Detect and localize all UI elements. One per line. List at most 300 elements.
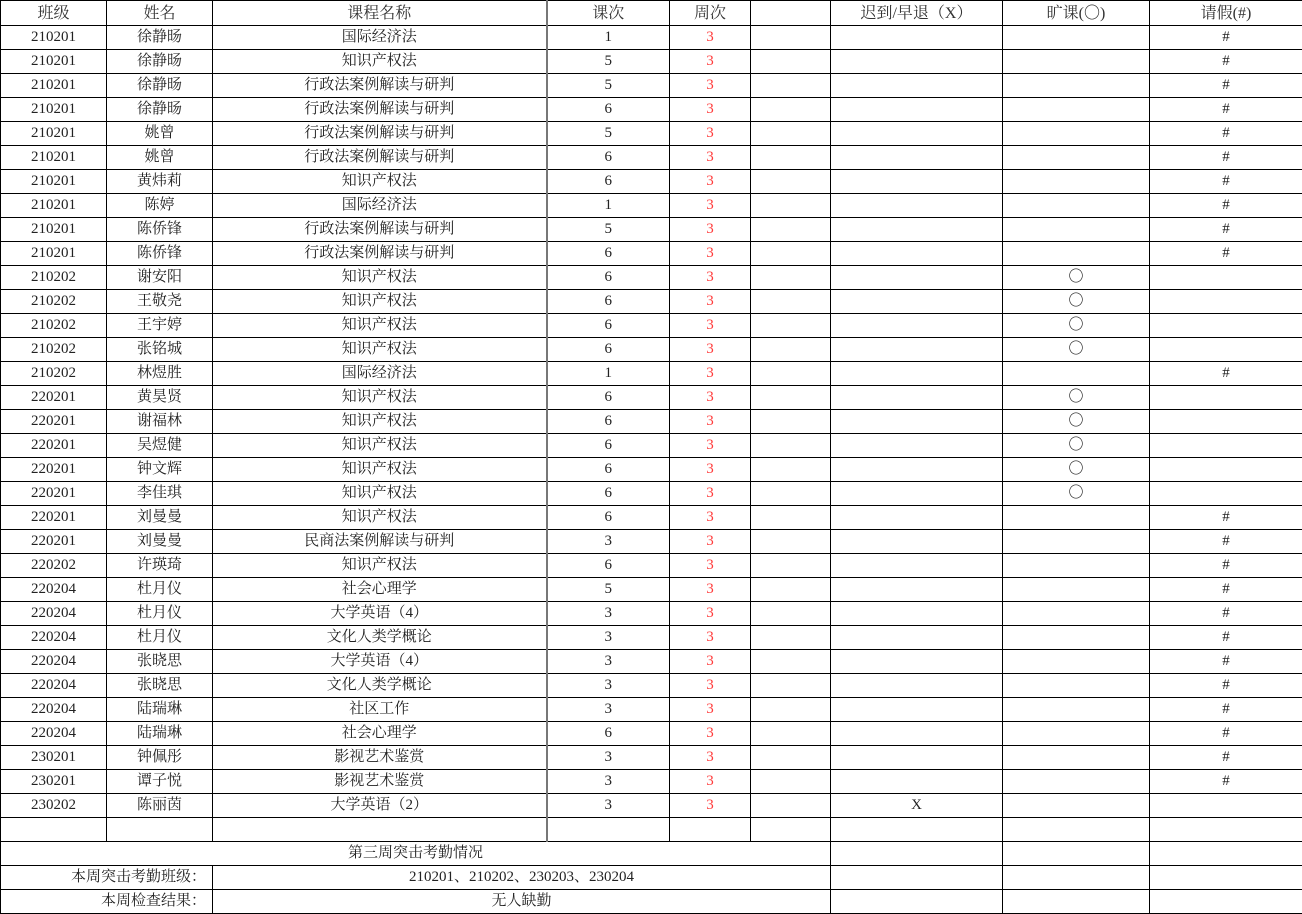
absent-cell[interactable] [1003, 602, 1150, 626]
course-cell[interactable]: 社会心理学 [213, 578, 547, 602]
absent-cell[interactable]: 〇 [1003, 458, 1150, 482]
lesson-cell[interactable]: 3 [547, 650, 670, 674]
absent-cell[interactable]: 〇 [1003, 434, 1150, 458]
absent-cell[interactable]: 〇 [1003, 482, 1150, 506]
leave-cell[interactable] [1150, 482, 1302, 506]
header-late-early-cell[interactable]: 迟到/早退（X） [831, 1, 1003, 26]
late-early-cell[interactable] [831, 650, 1003, 674]
absent-cell[interactable] [1003, 770, 1150, 794]
blank-cell[interactable] [751, 506, 831, 530]
course-cell[interactable]: 知识产权法 [213, 266, 547, 290]
absent-cell[interactable] [1003, 746, 1150, 770]
name-cell[interactable]: 刘曼曼 [107, 530, 213, 554]
week-cell[interactable]: 3 [670, 50, 751, 74]
class-cell[interactable]: 210201 [1, 218, 107, 242]
name-cell[interactable]: 黄炜莉 [107, 170, 213, 194]
header-course-cell[interactable]: 课程名称 [213, 1, 547, 26]
course-cell[interactable]: 知识产权法 [213, 434, 547, 458]
lesson-cell[interactable]: 6 [547, 434, 670, 458]
course-cell[interactable]: 知识产权法 [213, 506, 547, 530]
name-cell[interactable]: 陈丽茵 [107, 794, 213, 818]
blank-cell[interactable] [751, 170, 831, 194]
header-week-cell[interactable]: 周次 [670, 1, 751, 26]
lesson-cell[interactable]: 3 [547, 770, 670, 794]
week-cell[interactable]: 3 [670, 314, 751, 338]
absent-cell[interactable] [1003, 74, 1150, 98]
lesson-cell[interactable]: 6 [547, 482, 670, 506]
absent-cell[interactable] [1003, 146, 1150, 170]
header-blank-cell[interactable] [751, 1, 831, 26]
leave-cell[interactable] [1150, 410, 1302, 434]
class-cell[interactable]: 220204 [1, 698, 107, 722]
class-cell[interactable]: 210201 [1, 98, 107, 122]
name-cell[interactable]: 吴煜健 [107, 434, 213, 458]
week-cell[interactable]: 3 [670, 554, 751, 578]
name-cell[interactable]: 姚曾 [107, 146, 213, 170]
absent-cell[interactable] [1003, 578, 1150, 602]
name-cell[interactable]: 谢福林 [107, 410, 213, 434]
late-early-cell[interactable] [831, 530, 1003, 554]
name-cell[interactable]: 黄昊贤 [107, 386, 213, 410]
absent-cell[interactable] [1003, 194, 1150, 218]
week-cell[interactable]: 3 [670, 530, 751, 554]
late-early-cell[interactable] [831, 242, 1003, 266]
lesson-cell[interactable]: 6 [547, 506, 670, 530]
week-cell[interactable]: 3 [670, 338, 751, 362]
lesson-cell[interactable]: 5 [547, 50, 670, 74]
class-cell[interactable]: 210202 [1, 362, 107, 386]
leave-cell[interactable] [1150, 458, 1302, 482]
blank-cell[interactable] [751, 698, 831, 722]
classes-label-cell[interactable]: 本周突击考勤班级： [1, 866, 213, 890]
lesson-cell[interactable]: 6 [547, 242, 670, 266]
course-cell[interactable]: 知识产权法 [213, 410, 547, 434]
name-cell[interactable]: 陈侨锋 [107, 218, 213, 242]
absent-cell[interactable]: 〇 [1003, 266, 1150, 290]
late-early-cell[interactable] [831, 338, 1003, 362]
late-early-cell[interactable] [831, 746, 1003, 770]
lesson-cell[interactable]: 3 [547, 674, 670, 698]
blank-cell[interactable] [751, 386, 831, 410]
lesson-cell[interactable]: 6 [547, 338, 670, 362]
week-cell[interactable]: 3 [670, 650, 751, 674]
late-early-cell[interactable] [831, 674, 1003, 698]
class-cell[interactable]: 210202 [1, 290, 107, 314]
absent-cell[interactable]: 〇 [1003, 338, 1150, 362]
class-cell[interactable]: 210202 [1, 314, 107, 338]
name-cell[interactable]: 林煜胜 [107, 362, 213, 386]
absent-cell[interactable] [1003, 650, 1150, 674]
week-cell[interactable]: 3 [670, 218, 751, 242]
blank-cell[interactable] [751, 290, 831, 314]
blank-cell[interactable] [751, 434, 831, 458]
week-cell[interactable]: 3 [670, 98, 751, 122]
absent-cell[interactable] [1003, 98, 1150, 122]
absent-cell[interactable] [1003, 530, 1150, 554]
lesson-cell[interactable]: 1 [547, 194, 670, 218]
class-cell[interactable]: 220201 [1, 506, 107, 530]
leave-cell[interactable] [1150, 386, 1302, 410]
name-cell[interactable]: 张铭城 [107, 338, 213, 362]
class-cell[interactable]: 210201 [1, 122, 107, 146]
class-cell[interactable]: 210201 [1, 50, 107, 74]
class-cell[interactable]: 210201 [1, 194, 107, 218]
name-cell[interactable]: 张晓思 [107, 674, 213, 698]
late-early-cell[interactable] [831, 290, 1003, 314]
name-cell[interactable]: 徐静旸 [107, 74, 213, 98]
absent-cell[interactable] [1003, 122, 1150, 146]
week-cell[interactable]: 3 [670, 770, 751, 794]
lesson-cell[interactable]: 6 [547, 458, 670, 482]
blank-cell[interactable] [751, 194, 831, 218]
course-cell[interactable]: 知识产权法 [213, 458, 547, 482]
empty-cell[interactable] [1150, 890, 1302, 914]
name-cell[interactable]: 钟文辉 [107, 458, 213, 482]
class-cell[interactable]: 220201 [1, 434, 107, 458]
course-cell[interactable]: 影视艺术鉴赏 [213, 746, 547, 770]
name-cell[interactable]: 杜月仪 [107, 602, 213, 626]
late-early-cell[interactable] [831, 770, 1003, 794]
blank-cell[interactable] [751, 98, 831, 122]
late-early-cell[interactable] [831, 482, 1003, 506]
class-cell[interactable]: 210201 [1, 242, 107, 266]
name-cell[interactable]: 陆瑞琳 [107, 698, 213, 722]
blank-cell[interactable] [751, 242, 831, 266]
late-early-cell[interactable] [831, 602, 1003, 626]
course-cell[interactable]: 知识产权法 [213, 170, 547, 194]
course-cell[interactable]: 文化人类学概论 [213, 674, 547, 698]
absent-cell[interactable] [1003, 218, 1150, 242]
blank-cell[interactable] [751, 266, 831, 290]
absent-cell[interactable] [1003, 626, 1150, 650]
header-class-cell[interactable]: 班级 [1, 1, 107, 26]
course-cell[interactable]: 知识产权法 [213, 386, 547, 410]
lesson-cell[interactable]: 3 [547, 698, 670, 722]
blank-cell[interactable] [751, 218, 831, 242]
week-cell[interactable]: 3 [670, 626, 751, 650]
lesson-cell[interactable]: 3 [547, 746, 670, 770]
name-cell[interactable]: 徐静旸 [107, 50, 213, 74]
week-cell[interactable]: 3 [670, 482, 751, 506]
blank-cell[interactable] [751, 146, 831, 170]
class-cell[interactable]: 220201 [1, 386, 107, 410]
late-early-cell[interactable] [831, 698, 1003, 722]
lesson-cell[interactable]: 5 [547, 218, 670, 242]
leave-cell[interactable]: # [1150, 194, 1302, 218]
absent-cell[interactable] [1003, 26, 1150, 50]
blank-cell[interactable] [751, 626, 831, 650]
leave-cell[interactable] [1150, 794, 1302, 818]
late-early-cell[interactable] [831, 50, 1003, 74]
absent-cell[interactable] [1003, 818, 1150, 842]
leave-cell[interactable] [1150, 290, 1302, 314]
blank-cell[interactable] [751, 122, 831, 146]
week-cell[interactable]: 3 [670, 386, 751, 410]
course-cell[interactable]: 知识产权法 [213, 482, 547, 506]
leave-cell[interactable]: # [1150, 506, 1302, 530]
blank-cell[interactable] [751, 410, 831, 434]
lesson-cell[interactable]: 5 [547, 578, 670, 602]
blank-cell[interactable] [751, 314, 831, 338]
name-cell[interactable]: 姚曾 [107, 122, 213, 146]
leave-cell[interactable]: # [1150, 74, 1302, 98]
late-early-cell[interactable] [831, 722, 1003, 746]
empty-cell[interactable] [831, 866, 1003, 890]
blank-cell[interactable] [751, 722, 831, 746]
empty-cell[interactable] [1150, 866, 1302, 890]
lesson-cell[interactable]: 6 [547, 554, 670, 578]
class-cell[interactable]: 220204 [1, 602, 107, 626]
late-early-cell[interactable] [831, 266, 1003, 290]
week-cell[interactable]: 3 [670, 266, 751, 290]
name-cell[interactable]: 谭子悦 [107, 770, 213, 794]
leave-cell[interactable]: # [1150, 170, 1302, 194]
header-lesson-cell[interactable]: 课次 [547, 1, 670, 26]
course-cell[interactable]: 大学英语（2） [213, 794, 547, 818]
absent-cell[interactable]: 〇 [1003, 290, 1150, 314]
lesson-cell[interactable]: 3 [547, 794, 670, 818]
blank-cell[interactable] [751, 530, 831, 554]
week-cell[interactable]: 3 [670, 674, 751, 698]
leave-cell[interactable]: # [1150, 530, 1302, 554]
course-cell[interactable]: 行政法案例解读与研判 [213, 242, 547, 266]
leave-cell[interactable]: # [1150, 722, 1302, 746]
lesson-cell[interactable]: 1 [547, 26, 670, 50]
week-cell[interactable]: 3 [670, 602, 751, 626]
week-cell[interactable]: 3 [670, 26, 751, 50]
absent-cell[interactable] [1003, 170, 1150, 194]
late-early-cell[interactable] [831, 554, 1003, 578]
lesson-cell[interactable]: 6 [547, 722, 670, 746]
lesson-cell[interactable]: 3 [547, 530, 670, 554]
header-name-cell[interactable]: 姓名 [107, 1, 213, 26]
week-cell[interactable]: 3 [670, 146, 751, 170]
blank-cell[interactable] [751, 746, 831, 770]
empty-cell[interactable] [831, 890, 1003, 914]
late-early-cell[interactable] [831, 626, 1003, 650]
lesson-cell[interactable]: 3 [547, 602, 670, 626]
late-early-cell[interactable] [831, 506, 1003, 530]
late-early-cell[interactable] [831, 314, 1003, 338]
week-cell[interactable]: 3 [670, 722, 751, 746]
blank-cell[interactable] [751, 602, 831, 626]
class-cell[interactable]: 220204 [1, 650, 107, 674]
week-cell[interactable]: 3 [670, 410, 751, 434]
class-cell[interactable]: 210201 [1, 26, 107, 50]
class-cell[interactable]: 230201 [1, 746, 107, 770]
leave-cell[interactable]: # [1150, 674, 1302, 698]
blank-cell[interactable] [751, 74, 831, 98]
blank-cell[interactable] [751, 650, 831, 674]
lesson-cell[interactable]: 6 [547, 266, 670, 290]
blank-cell[interactable] [751, 458, 831, 482]
name-cell[interactable]: 徐静旸 [107, 26, 213, 50]
blank-cell[interactable] [751, 338, 831, 362]
week-cell[interactable]: 3 [670, 362, 751, 386]
name-cell[interactable]: 杜月仪 [107, 626, 213, 650]
late-early-cell[interactable] [831, 122, 1003, 146]
course-cell[interactable]: 大学英语（4） [213, 602, 547, 626]
week-cell[interactable]: 3 [670, 242, 751, 266]
lesson-cell[interactable]: 6 [547, 170, 670, 194]
lesson-cell[interactable]: 6 [547, 386, 670, 410]
leave-cell[interactable] [1150, 338, 1302, 362]
late-early-cell[interactable] [831, 578, 1003, 602]
leave-cell[interactable]: # [1150, 26, 1302, 50]
empty-cell[interactable] [1150, 842, 1302, 866]
course-cell[interactable]: 国际经济法 [213, 362, 547, 386]
week-cell[interactable]: 3 [670, 290, 751, 314]
course-cell[interactable]: 行政法案例解读与研判 [213, 74, 547, 98]
class-cell[interactable]: 220204 [1, 578, 107, 602]
course-cell[interactable]: 文化人类学概论 [213, 626, 547, 650]
name-cell[interactable]: 陆瑞琳 [107, 722, 213, 746]
late-early-cell[interactable] [831, 410, 1003, 434]
name-cell[interactable] [107, 818, 213, 842]
leave-cell[interactable]: # [1150, 770, 1302, 794]
late-early-cell[interactable] [831, 98, 1003, 122]
absent-cell[interactable] [1003, 242, 1150, 266]
class-cell[interactable]: 210201 [1, 74, 107, 98]
absent-cell[interactable]: 〇 [1003, 410, 1150, 434]
course-cell[interactable]: 国际经济法 [213, 194, 547, 218]
class-cell[interactable]: 210201 [1, 146, 107, 170]
header-absent-cell[interactable]: 旷课(〇) [1003, 1, 1150, 26]
class-cell[interactable]: 230202 [1, 794, 107, 818]
late-early-cell[interactable]: X [831, 794, 1003, 818]
name-cell[interactable]: 许瑛琦 [107, 554, 213, 578]
lesson-cell[interactable]: 5 [547, 122, 670, 146]
summary-title-cell[interactable]: 第三周突击考勤情况 [1, 842, 831, 866]
week-cell[interactable]: 3 [670, 578, 751, 602]
leave-cell[interactable]: # [1150, 242, 1302, 266]
lesson-cell[interactable]: 5 [547, 74, 670, 98]
course-cell[interactable]: 社区工作 [213, 698, 547, 722]
result-label-cell[interactable]: 本周检查结果： [1, 890, 213, 914]
week-cell[interactable]: 3 [670, 194, 751, 218]
name-cell[interactable]: 李佳琪 [107, 482, 213, 506]
week-cell[interactable]: 3 [670, 698, 751, 722]
leave-cell[interactable] [1150, 314, 1302, 338]
absent-cell[interactable] [1003, 506, 1150, 530]
class-cell[interactable]: 220201 [1, 482, 107, 506]
blank-cell[interactable] [751, 554, 831, 578]
class-cell[interactable] [1, 818, 107, 842]
leave-cell[interactable]: # [1150, 554, 1302, 578]
late-early-cell[interactable] [831, 434, 1003, 458]
empty-cell[interactable] [1003, 866, 1150, 890]
late-early-cell[interactable] [831, 362, 1003, 386]
course-cell[interactable]: 行政法案例解读与研判 [213, 98, 547, 122]
name-cell[interactable]: 张晓思 [107, 650, 213, 674]
class-cell[interactable]: 220204 [1, 674, 107, 698]
class-cell[interactable]: 210202 [1, 338, 107, 362]
blank-cell[interactable] [751, 674, 831, 698]
lesson-cell[interactable]: 6 [547, 314, 670, 338]
leave-cell[interactable] [1150, 266, 1302, 290]
course-cell[interactable]: 知识产权法 [213, 338, 547, 362]
course-cell[interactable]: 行政法案例解读与研判 [213, 146, 547, 170]
leave-cell[interactable] [1150, 434, 1302, 458]
empty-cell[interactable] [1003, 890, 1150, 914]
name-cell[interactable]: 谢安阳 [107, 266, 213, 290]
class-cell[interactable]: 210202 [1, 266, 107, 290]
name-cell[interactable]: 陈婷 [107, 194, 213, 218]
absent-cell[interactable] [1003, 698, 1150, 722]
leave-cell[interactable]: # [1150, 578, 1302, 602]
empty-cell[interactable] [1003, 842, 1150, 866]
name-cell[interactable]: 王宇婷 [107, 314, 213, 338]
blank-cell[interactable] [751, 26, 831, 50]
leave-cell[interactable]: # [1150, 218, 1302, 242]
blank-cell[interactable] [751, 50, 831, 74]
course-cell[interactable]: 国际经济法 [213, 26, 547, 50]
leave-cell[interactable]: # [1150, 698, 1302, 722]
lesson-cell[interactable] [547, 818, 670, 842]
week-cell[interactable]: 3 [670, 506, 751, 530]
course-cell[interactable]: 影视艺术鉴赏 [213, 770, 547, 794]
leave-cell[interactable]: # [1150, 50, 1302, 74]
classes-value-cell[interactable]: 210201、210202、230203、230204 [213, 866, 831, 890]
course-cell[interactable]: 行政法案例解读与研判 [213, 122, 547, 146]
late-early-cell[interactable] [831, 170, 1003, 194]
leave-cell[interactable]: # [1150, 146, 1302, 170]
absent-cell[interactable] [1003, 362, 1150, 386]
lesson-cell[interactable]: 6 [547, 290, 670, 314]
class-cell[interactable]: 220204 [1, 626, 107, 650]
class-cell[interactable]: 220201 [1, 458, 107, 482]
course-cell[interactable]: 知识产权法 [213, 314, 547, 338]
week-cell[interactable]: 3 [670, 170, 751, 194]
course-cell[interactable]: 知识产权法 [213, 50, 547, 74]
header-leave-cell[interactable]: 请假(#) [1150, 1, 1302, 26]
absent-cell[interactable]: 〇 [1003, 386, 1150, 410]
course-cell[interactable]: 知识产权法 [213, 290, 547, 314]
course-cell[interactable] [213, 818, 547, 842]
late-early-cell[interactable] [831, 458, 1003, 482]
name-cell[interactable]: 陈侨锋 [107, 242, 213, 266]
lesson-cell[interactable]: 3 [547, 626, 670, 650]
late-early-cell[interactable] [831, 146, 1003, 170]
blank-cell[interactable] [751, 770, 831, 794]
week-cell[interactable]: 3 [670, 122, 751, 146]
name-cell[interactable]: 钟佩彤 [107, 746, 213, 770]
lesson-cell[interactable]: 6 [547, 146, 670, 170]
blank-cell[interactable] [751, 482, 831, 506]
course-cell[interactable]: 民商法案例解读与研判 [213, 530, 547, 554]
absent-cell[interactable] [1003, 794, 1150, 818]
week-cell[interactable]: 3 [670, 458, 751, 482]
course-cell[interactable]: 知识产权法 [213, 554, 547, 578]
course-cell[interactable]: 社会心理学 [213, 722, 547, 746]
late-early-cell[interactable] [831, 386, 1003, 410]
leave-cell[interactable]: # [1150, 122, 1302, 146]
class-cell[interactable]: 210201 [1, 170, 107, 194]
name-cell[interactable]: 徐静旸 [107, 98, 213, 122]
name-cell[interactable]: 杜月仪 [107, 578, 213, 602]
late-early-cell[interactable] [831, 818, 1003, 842]
course-cell[interactable]: 行政法案例解读与研判 [213, 218, 547, 242]
course-cell[interactable]: 大学英语（4） [213, 650, 547, 674]
week-cell[interactable]: 3 [670, 434, 751, 458]
leave-cell[interactable]: # [1150, 650, 1302, 674]
class-cell[interactable]: 220202 [1, 554, 107, 578]
class-cell[interactable]: 220204 [1, 722, 107, 746]
name-cell[interactable]: 王敬尧 [107, 290, 213, 314]
lesson-cell[interactable]: 1 [547, 362, 670, 386]
leave-cell[interactable] [1150, 818, 1302, 842]
blank-cell[interactable] [751, 362, 831, 386]
